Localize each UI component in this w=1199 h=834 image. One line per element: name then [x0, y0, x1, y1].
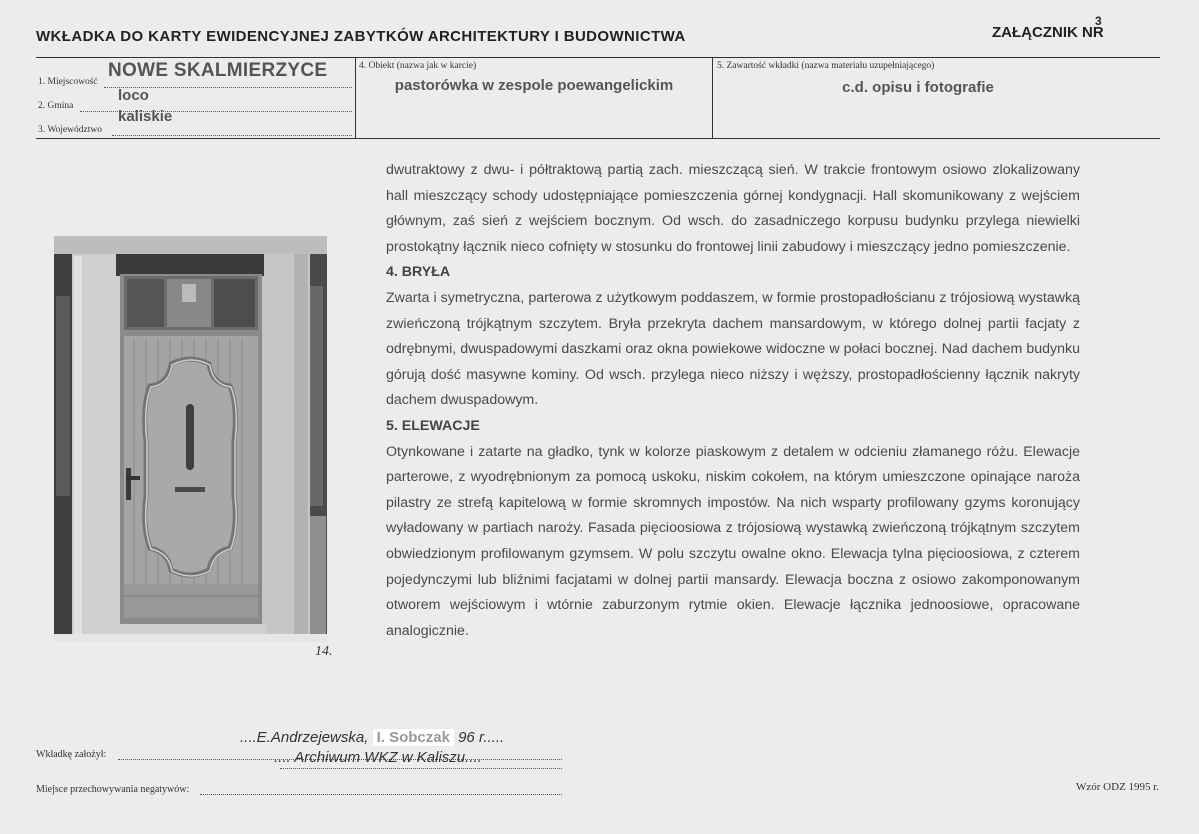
voivodeship-label: 3. Województwo	[38, 125, 102, 135]
door-illustration	[54, 236, 327, 642]
locality-value: NOWE SKALMIERZYCE	[108, 60, 328, 81]
annex-number: 3	[1095, 14, 1102, 28]
author-year: 96 r.....	[458, 729, 505, 746]
form-template-label: Wzór ODZ 1995 r.	[1076, 781, 1160, 793]
section-heading-elewacje: 5. ELEWACJE	[386, 417, 480, 434]
author-label: Wkładkę założył:	[36, 749, 107, 760]
table-divider-2	[712, 57, 713, 139]
table-top-rule	[36, 57, 1160, 58]
voivodeship-value: kaliskie	[118, 108, 173, 125]
section-heading-bryla: 4. BRYŁA	[386, 264, 451, 281]
negatives-label: Miejsce przechowywania negatywów:	[36, 784, 190, 795]
object-value: pastorówka w zespole poewangelickim	[394, 77, 674, 94]
author-sobczak: I. Sobczak	[373, 729, 454, 746]
negatives-line	[200, 794, 562, 795]
voivodeship-line	[112, 135, 352, 136]
paragraph-layout: dwutraktowy z dwu- i półtraktową partią zach. mieszczącą sień. W trakcie frontowym osiowo zlokalizowany hall mieszczący schody udostępniające pomieszczenia górnej kondygnacji. Hall skomunikowany z wejściem głównym, zaś sień z wejściem bocznym. Od wsch. do zasadniczego korpusu budynku przylega niewielki prostokątny łącznik nieco cofnięty w stosunku do frontowej linii zabudowy i mieszczący jedno pomieszczenie.	[386, 162, 1080, 255]
paragraph-elewacje: Otynkowane i zatarte na gładko, tynk w kolorze piaskowym z detalem w odcieniu złamanego różu. Elewacje parterowe, z wyodrębnionym za pomocą uskoku, niskim cokołem, na którym umieszczone opinające naroża pilastry ze strefą kapitelową w formie skromnych impostów. Na nich wsparty profilowany gzyms koronujący wyładowany w partiach naroży. Fasada pięcioosiowa z trójosiową wystawką zwieńczoną trójkątnym szczytem obwiedzionym profilowanym gzymsem. W polu szczytu owalne okno. Elewacja tylna pięcioosiowa, z czterem pojedynczymi lub bliźnimi facjatami w dolnej partii mansardy. Elewacja boczna z osiowo zakomponowanym otworem wejściowym i wtórnie zaburzonym rytmie okien. Elewacje łącznika jednoosiowe, opracowane analogicznie.	[386, 443, 1080, 639]
table-bottom-rule	[36, 138, 1160, 139]
table-divider-1	[355, 57, 356, 139]
contents-value: c.d. opisu i fotografie	[842, 79, 994, 96]
description-text	[386, 158, 1080, 644]
commune-value: loco	[118, 87, 149, 104]
annex-label: ZAŁĄCZNIK NR	[992, 24, 1104, 41]
contents-label: 5. Zawartość wkładki (nazwa materiału uzupełniającego)	[717, 61, 935, 71]
door-photograph	[54, 236, 327, 642]
author-value	[240, 729, 504, 746]
archive-value: .... Archiwum WKZ w Kaliszu....	[274, 749, 482, 766]
document-title: WKŁADKA DO KARTY EWIDENCYJNEJ ZABYTKÓW ARCHITEKTURY I BUDOWNICTWA	[36, 28, 686, 45]
photo-number: 14.	[315, 644, 333, 659]
archive-line	[280, 768, 562, 769]
locality-label: 1. Miejscowość	[38, 77, 98, 87]
object-label: 4. Obiekt (nazwa jak w karcie)	[359, 61, 477, 71]
commune-label: 2. Gmina	[38, 101, 74, 111]
paragraph-bryla: Zwarta i symetryczna, parterowa z użytkowym poddaszem, w formie prostopadłościanu z trójosiową wystawką zwieńczoną trójkątnym szczytem. Bryła przekryta dachem mansardowym, w którego dolnej partii facjaty z odrębnymi, dwuspadowymi daszkami oraz okna powiekowe widoczne w połaci bocznej. Nad dachem budynku górują dość masywne kominy. Od wsch. przylega nieco niższy i węższy, prostopadłościenny łącznik nakryty dachem dwuspadowym.	[386, 289, 1080, 409]
author-names: ....E.Andrzejewska,	[240, 729, 369, 746]
